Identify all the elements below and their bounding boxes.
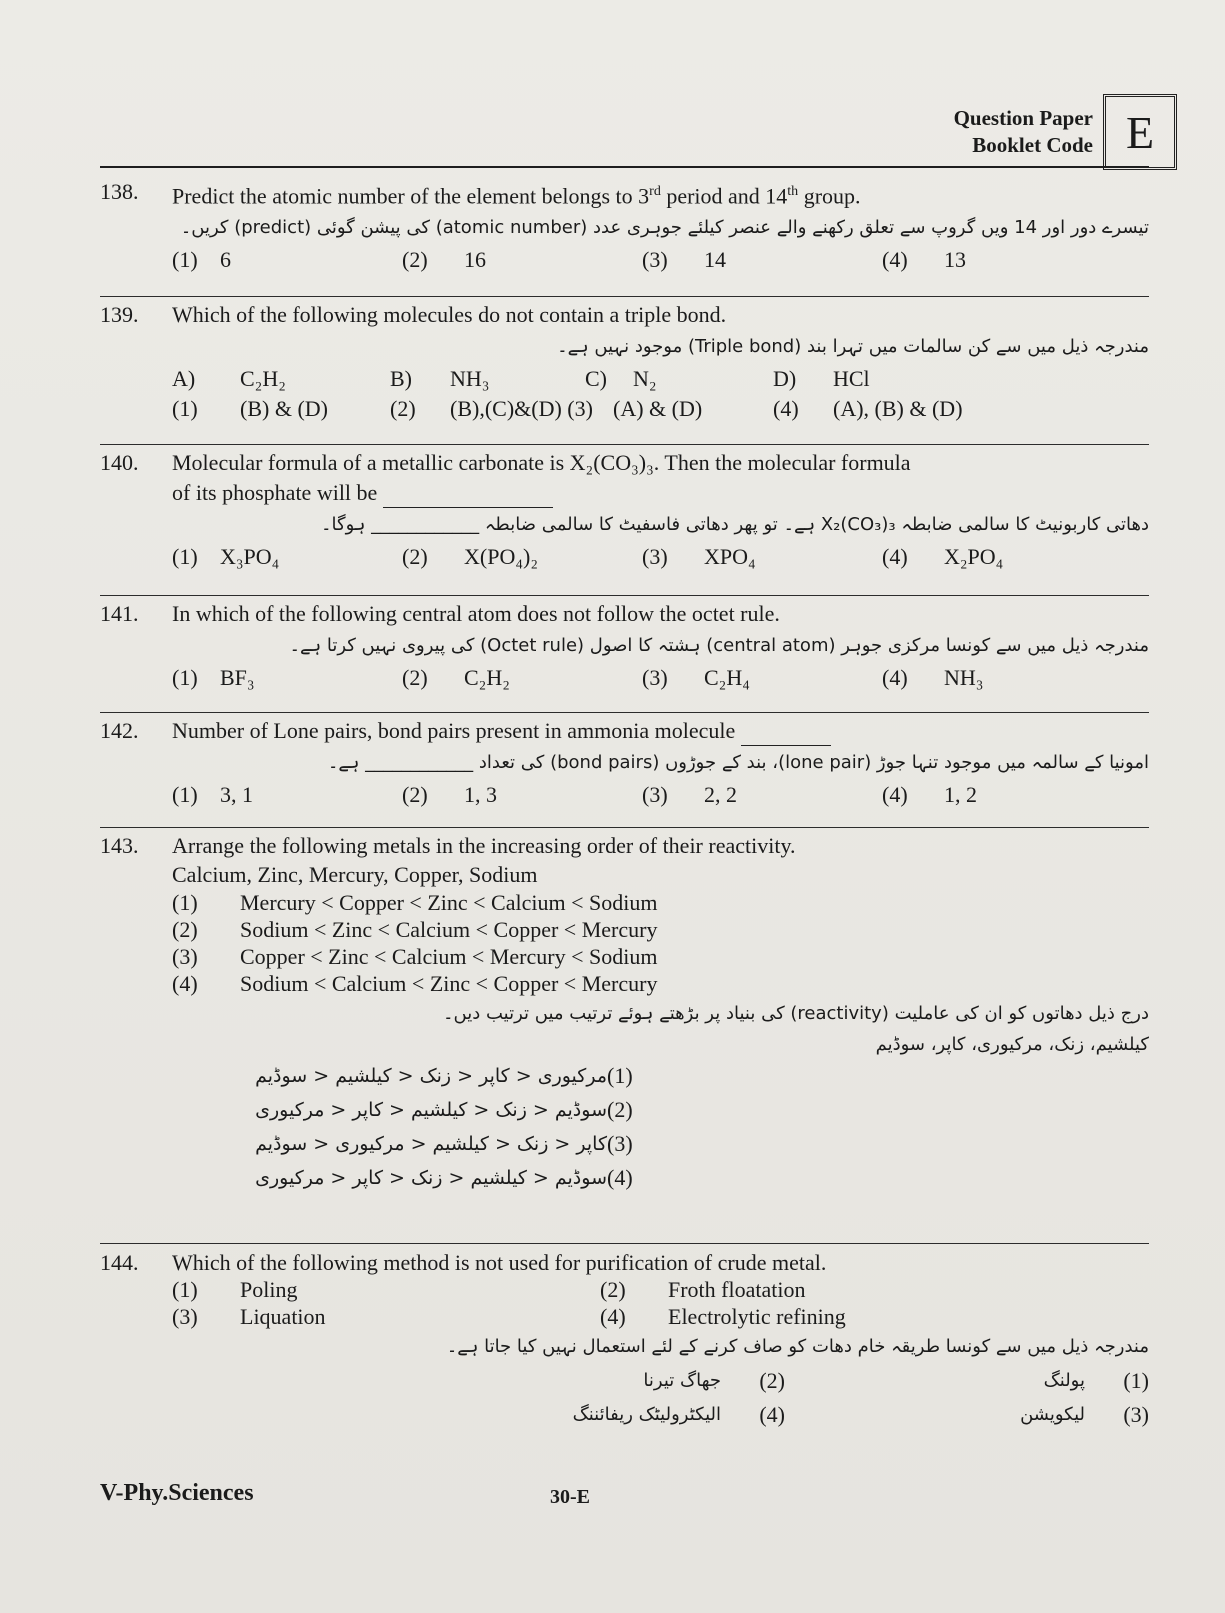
- urdu-options: [100, 1364, 1149, 1432]
- item-letter: D): [773, 366, 797, 391]
- option-number: (3): [1123, 1402, 1149, 1427]
- option-row: (1) Mercury < Copper < Zinc < Calcium < Sodium: [172, 890, 658, 915]
- option-value: BF₃: [220, 665, 255, 690]
- question-text: Which of the following method is not used for purification of crude metal.: [172, 1250, 827, 1275]
- option-number: (1): [172, 1277, 198, 1302]
- option-value: 1, 3: [464, 782, 497, 807]
- question-143: [100, 831, 1149, 1195]
- option-number: (1): [172, 247, 198, 273]
- option-value: 3, 1: [220, 782, 253, 807]
- booklet-code-box: E: [1103, 94, 1177, 170]
- option-value: X₃PO₄: [220, 544, 280, 569]
- answer-blank: [741, 725, 831, 746]
- option-number: (1): [1123, 1368, 1149, 1393]
- option-number: (4): [882, 544, 908, 569]
- option-number: (1): [172, 782, 198, 807]
- question-text: Which of the following molecules do not contain a triple bond.: [172, 302, 727, 327]
- page-footer: [100, 1480, 1149, 1509]
- option-value: 14: [704, 247, 726, 273]
- divider: [100, 712, 1149, 713]
- option-number: (1): [172, 544, 198, 569]
- item-letter: C): [585, 366, 607, 391]
- question-142: [100, 716, 1149, 810]
- option-value: (B),(C)&(D) (3): [450, 396, 593, 421]
- option-number: (2): [402, 544, 428, 569]
- header-rule: [100, 166, 1149, 168]
- question-number: 140.: [100, 450, 139, 475]
- options: [172, 394, 1149, 424]
- option-value: C₂H₄: [704, 665, 750, 690]
- option-number: (2): [402, 247, 428, 273]
- booklet-label-line2: Booklet Code: [972, 133, 1093, 157]
- option-row: (3) Copper < Zinc < Calcium < Mercury < Sodium: [172, 944, 658, 969]
- options: [172, 780, 1149, 810]
- option-row: (2) Sodium < Zinc < Calcium < Copper < Mercury: [172, 917, 658, 942]
- item-letter: B): [390, 366, 412, 391]
- option-row: (4) Sodium < Calcium < Zinc < Copper < Mercury: [172, 971, 658, 996]
- item-value: N₂: [633, 366, 657, 391]
- booklet-header: [954, 94, 1177, 170]
- options: [172, 542, 1149, 572]
- option-value: Electrolytic refining: [668, 1304, 846, 1329]
- question-number: 139.: [100, 302, 139, 327]
- option-number: (1): [172, 665, 198, 690]
- option-number: (4): [759, 1402, 785, 1427]
- option-value: جھاگ تیرنا: [643, 1370, 721, 1391]
- question-139: [100, 300, 1149, 424]
- item-value: C₂H₂: [240, 366, 286, 391]
- option-number: (3): [172, 1304, 198, 1329]
- option-number: (3): [642, 544, 668, 569]
- urdu-option-row: (3) کاپر < زنک < کیلشیم < مرکیوری < سوڈیم: [255, 1131, 633, 1156]
- urdu-options: [100, 1059, 669, 1195]
- urdu-option-row: (2) سوڈیم < زنک < کیلشیم < کاپر < مرکیوری: [255, 1097, 633, 1122]
- option-value: XPO₄: [704, 544, 756, 569]
- option-number: (1): [172, 396, 198, 421]
- urdu-option-row: (1) مرکیوری < کاپر < زنک < کیلشیم < سوڈیم: [255, 1063, 633, 1088]
- question-urdu: درج ذیل دھاتوں کو ان کی عاملیت (reactivity) کی بنیاد پر بڑھتے ہوئے ترتیب میں ترتیب دیں۔: [443, 1003, 1149, 1024]
- option-number: (2): [600, 1277, 626, 1302]
- option-value: Liquation: [240, 1304, 326, 1329]
- question-urdu: مندرجہ ذیل میں سے کونسا طریقہ خام دھات کو صاف کرنے کے لئے استعمال نہیں کیا جاتا ہے۔: [446, 1336, 1149, 1357]
- subject-code: V-Phy.Sciences: [100, 1480, 254, 1506]
- option-value: Poling: [240, 1277, 298, 1302]
- option-value: لیکویشن: [1020, 1404, 1085, 1425]
- question-138: [100, 177, 1149, 275]
- item-value: HCl: [833, 366, 870, 391]
- option-number: (2): [402, 665, 428, 690]
- option-value: C₂H₂: [464, 665, 510, 690]
- urdu-option-row: (4) سوڈیم < کیلشیم < زنک < کاپر < مرکیوری: [255, 1165, 633, 1190]
- option-value: الیکٹرولیٹک ریفائننگ: [572, 1404, 721, 1425]
- page-number: 30-E: [550, 1486, 590, 1508]
- options: [172, 245, 1149, 275]
- option-number: (4): [882, 782, 908, 807]
- option-value: 6: [220, 247, 231, 273]
- question-text: In which of the following central atom does not follow the octet rule.: [172, 601, 780, 626]
- booklet-label: [954, 105, 1093, 159]
- answer-blank: [383, 487, 553, 508]
- option-number: (3): [642, 247, 668, 273]
- option-number: (2): [402, 782, 428, 807]
- option-value: 13: [944, 247, 966, 273]
- option-value: X₂PO₄: [944, 544, 1004, 569]
- question-140: [100, 448, 1149, 572]
- divider: [100, 1243, 1149, 1244]
- option-number: (2): [759, 1368, 785, 1393]
- option-value: NH₃: [944, 665, 984, 690]
- question-number: 141.: [100, 601, 139, 626]
- question-urdu: مندرجہ ذیل میں سے کونسا مرکزی جوہر (central atom) ہشتہ کا اصول (Octet rule) کی پیروی نہیں کرتا ہے۔: [289, 635, 1149, 656]
- question-urdu: امونیا کے سالمہ میں موجود تنہا جوڑ (lone pair)، بند کے جوڑوں (bond pairs) کی تعداد ____________ ہے۔: [327, 752, 1149, 773]
- options: [172, 1276, 1149, 1330]
- item-value: NH₃: [450, 366, 490, 391]
- divider: [100, 444, 1149, 445]
- question-number: 138.: [100, 179, 139, 204]
- question-text: Molecular formula of a metallic carbonate is X₂(CO₃)₃. Then the molecular formula of its phosphate will be: [172, 448, 1149, 508]
- option-value: (B) & (D): [240, 396, 328, 421]
- option-number: (4): [882, 247, 908, 273]
- question-number: 143.: [100, 833, 139, 858]
- option-value: 1, 2: [944, 782, 977, 807]
- option-number: (4): [882, 665, 908, 690]
- divider: [100, 827, 1149, 828]
- choice-items: [172, 364, 1149, 394]
- question-text: Arrange the following metals in the increasing order of their reactivity.: [172, 833, 796, 858]
- option-value: Froth floatation: [668, 1277, 806, 1302]
- option-value: X(PO₄)₂: [464, 544, 539, 569]
- divider: [100, 296, 1149, 297]
- booklet-label-line1: Question Paper: [953, 106, 1093, 130]
- question-144: [100, 1250, 1149, 1432]
- option-number: (2): [390, 396, 416, 421]
- question-number: 142.: [100, 718, 139, 743]
- question-number: 144.: [100, 1250, 139, 1275]
- option-value: (A), (B) & (D): [833, 396, 963, 421]
- item-letter: A): [172, 366, 196, 391]
- option-value: 16: [464, 247, 486, 273]
- option-value: 2, 2: [704, 782, 737, 807]
- option-number: (3): [642, 782, 668, 807]
- options: [172, 663, 1149, 693]
- question-urdu-subtext: کیلشیم، زنک، مرکیوری، کاپر، سوڈیم: [875, 1034, 1149, 1055]
- question-text: Number of Lone pairs, bond pairs present in ammonia molecule: [172, 716, 1149, 746]
- question-141: [100, 599, 1149, 693]
- question-urdu: دھاتی کاربونیٹ کا سالمی ضابطہ X₂(CO₃)₃ ہے۔ تو پھر دھاتی فاسفیٹ کا سالمی ضابطہ ____________ ہوگا۔: [321, 514, 1149, 535]
- option-value: پولنگ: [1043, 1370, 1085, 1391]
- question-subtext: Calcium, Zinc, Mercury, Copper, Sodium: [172, 862, 538, 887]
- question-urdu: تیسرے دور اور 14 ویں گروپ سے تعلق رکھنے والے عنصر کیلئے جوہری عدد (atomic number) کی پیشن گوئی (predict) کریں۔: [180, 217, 1149, 239]
- question-text: Predict the atomic number of the element belongs to 3rd period and 14th group.: [172, 183, 861, 209]
- divider: [100, 595, 1149, 596]
- option-number: (4): [600, 1304, 626, 1329]
- option-number: (4): [773, 396, 799, 421]
- option-number: (3): [642, 665, 668, 690]
- question-urdu: مندرجہ ذیل میں سے کن سالمات میں تہرا بند (Triple bond) موجود نہیں ہے۔: [557, 336, 1149, 357]
- option-value: (A) & (D): [613, 396, 703, 421]
